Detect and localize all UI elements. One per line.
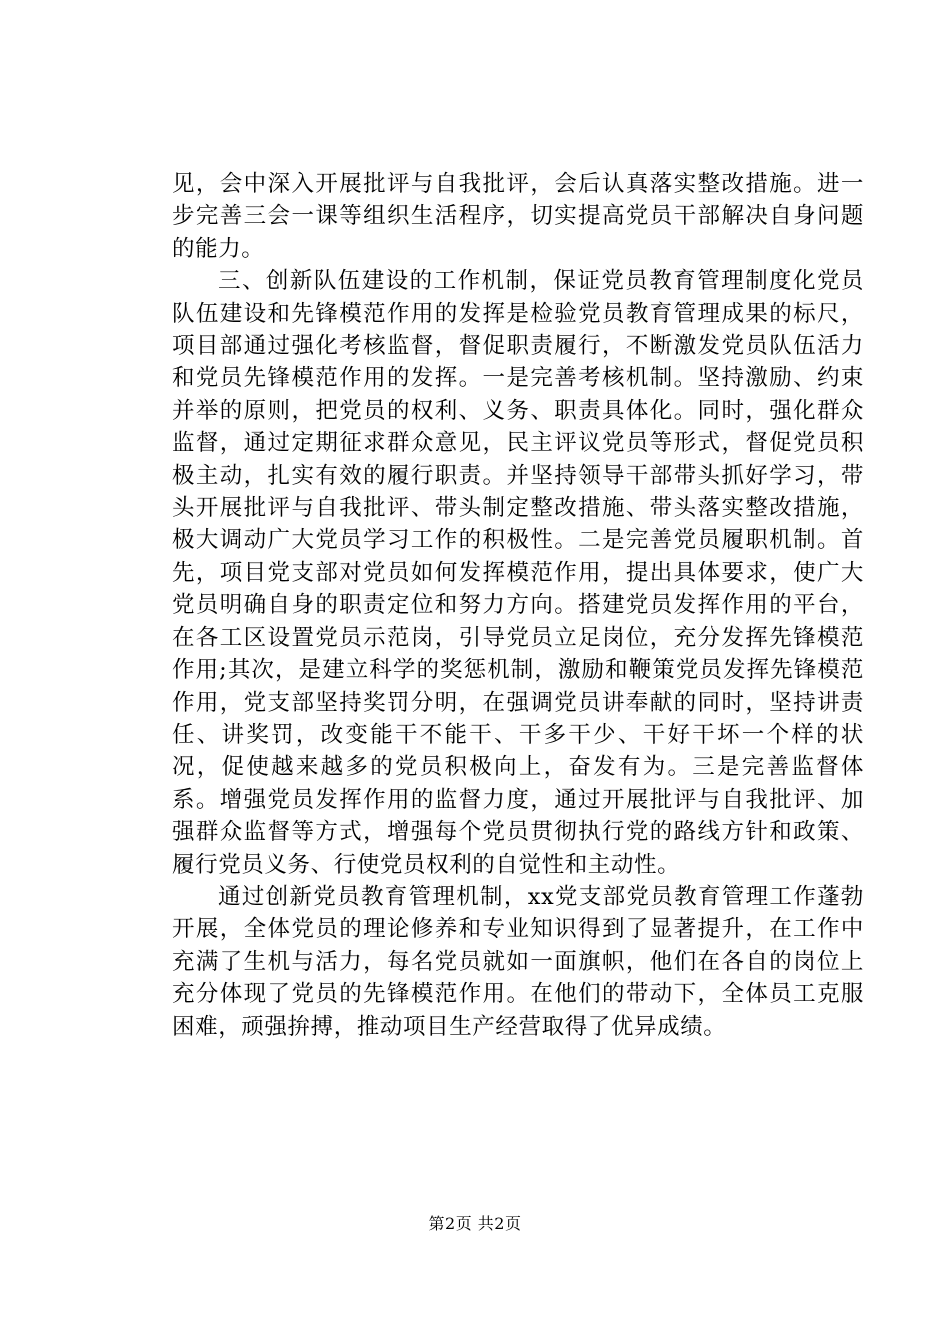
paragraph-team-building-mechanism: 三、创新队伍建设的工作机制，保证党员教育管理制度化党员队伍建设和先锋模范作用的发挥是检验党员教育管理成果的标尺，项目部通过强化考核监督，督促职责履行，不断激发党员队伍活力和党员先锋模范作用的发挥。一是完善考核机制。坚持激励、约束并举的原则，把党员的权利、义务、职责具体化。同时，强化群众监督，通过定期征求群众意见，民主评议党员等形式，督促党员积极主动，扎实有效的履行职责。并坚持领导干部带头抓好学习，带头开展批评与自我批评、带头制定整改措施、带头落实整改措施，极大调动广大党员学习工作的积极性。二是完善党员履职机制。首先，项目党支部对党员如何发挥模范作用，提出具体要求，使广大党员明确自身的职责定位和努力方向。搭建党员发挥作用的平台，在各工区设置党员示范岗，引导党员立足岗位，充分发挥先锋模范作用;其次，是建立科学的奖惩机制，激励和鞭策党员发挥先锋模范作用，党支部坚持奖罚分明，在强调党员讲奉献的同时，坚持讲责任、讲奖罚，改变能干不能干、干多干少、干好干坏一个样的状况，促使越来越多的党员积极向上，奋发有为。三是完善监督体系。增强党员发挥作用的监督力度，通过开展批评与自我批评、加强群众监督等方式，增强每个党员贯彻执行党的路线方针和政策、履行党员义务、行使党员权利的自觉性和主动性。 <box>172 268 864 878</box>
paragraph-continuation: 见，会中深入开展批评与自我批评，会后认真落实整改措施。进一步完善三会一课等组织生活程序，切实提高党员干部解决自身问题的能力。 <box>172 171 864 262</box>
paragraph-conclusion: 通过创新党员教育管理机制，xx党支部党员教育管理工作蓬勃开展，全体党员的理论修养和专业知识得到了显著提升，在工作中充满了生机与活力，每名党员就如一面旗帜，他们在各自的岗位上充分体现了党员的先锋模范作用。在他们的带动下，全体员工克服困难，顽强拚搏，推动项目生产经营取得了优异成绩。 <box>172 883 864 1040</box>
document-body <box>172 168 864 1043</box>
page-number-footer: 第2页 共2页 <box>428 1214 522 1233</box>
